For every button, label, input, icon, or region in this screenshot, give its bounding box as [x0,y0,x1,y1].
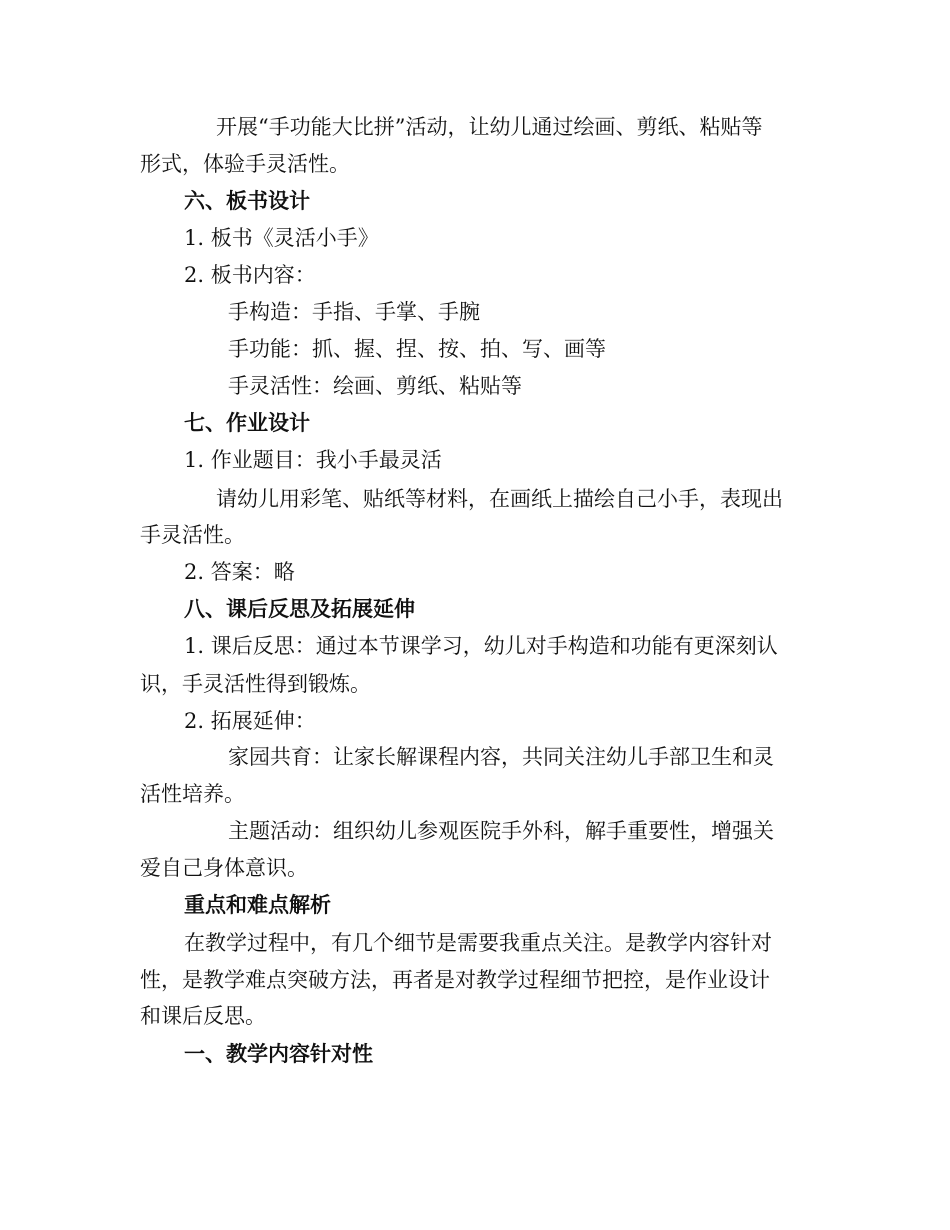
list-item: 2. 答案：略 [184,560,295,584]
paragraph-line: 形式，体验手灵活性。 [140,152,350,176]
paragraph-line: 请幼儿用彩笔、贴纸等材料，在画纸上描绘自己小手，表现出 [216,487,783,511]
board-content-line: 手构造：手指、手掌、手腕 [228,300,480,324]
paragraph-line: 和课后反思。 [140,1004,266,1028]
paragraph-line: 主题活动：组织幼儿参观医院手外科，解手重要性，增强关 [228,819,774,843]
board-content-line: 手功能：抓、握、捏、按、拍、写、画等 [228,337,606,361]
list-item: 1. 作业题目：我小手最灵活 [184,448,442,472]
paragraph-line: 爱自己身体意识。 [140,856,308,880]
list-item: 2. 拓展延伸： [184,709,316,733]
list-item: 1. 课后反思：通过本节课学习，幼儿对手构造和功能有更深刻认 [184,634,778,658]
board-content-line: 手灵活性：绘画、剪纸、粘贴等 [228,374,522,398]
section-heading-6: 六、板书设计 [184,189,310,213]
section-heading-1: 一、教学内容针对性 [184,1042,373,1066]
list-item: 2. 板书内容： [184,263,316,287]
paragraph-line: 家园共育：让家长解课程内容，共同关注幼儿手部卫生和灵 [228,745,774,769]
analysis-heading: 重点和难点解析 [184,893,331,917]
paragraph-line: 性，是教学难点突破方法，再者是对教学过程细节把控，是作业设计 [140,968,770,992]
paragraph-line: 开展“手功能大比拼”活动，让幼儿通过绘画、剪纸、粘贴等 [216,115,763,139]
paragraph-line: 活性培养。 [140,782,245,806]
section-heading-8: 八、课后反思及拓展延伸 [184,597,415,621]
paragraph-line: 识，手灵活性得到锻炼。 [140,672,371,696]
paragraph-line: 手灵活性。 [140,523,245,547]
section-heading-7: 七、作业设计 [184,411,310,435]
paragraph-line: 在教学过程中，有几个细节是需要我重点关注。是教学内容针对 [184,931,772,955]
list-item: 1. 板书《灵活小手》 [184,226,379,250]
